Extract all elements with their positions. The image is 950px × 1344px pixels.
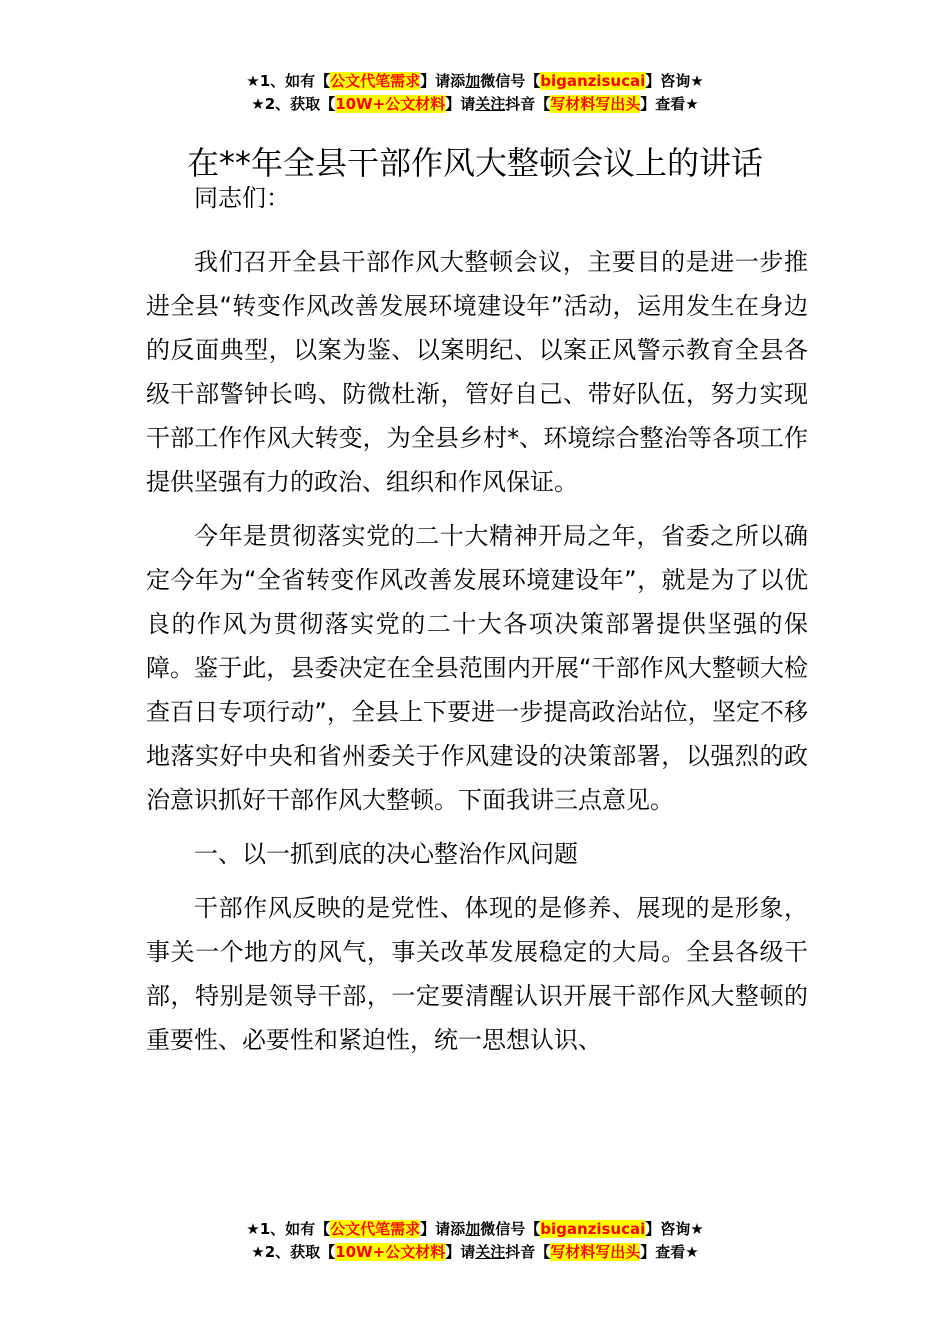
salutation: 同志们：	[194, 184, 290, 212]
banner-text: 微信号【	[480, 1220, 541, 1238]
banner-highlight: 10W+公文材料	[335, 1243, 446, 1261]
banner-line-1	[0, 70, 950, 93]
paragraph: 今年是贯彻落实党的二十大精神开局之年，省委之所以确定今年为“全省转变作风改善发展环境建设年”，就是为了以优良的作风为贯彻落实党的二十大各项决策部署提供坚强的保障。鉴于此，县委决定在全县范围内开展“干部作风大整顿大检查百日专项行动”，全县上下要进一步提高政治站位，坚定不移地落实好中央和省州委关于作风建设的决策部署，以强烈的政治意识抓好干部作风大整顿。下面我讲三点意见。	[146, 522, 808, 814]
banner-emphasis: 关注	[475, 95, 506, 113]
banner-highlight: 写材料写出头	[550, 95, 641, 113]
header-banner	[0, 70, 950, 116]
banner-emphasis: 加	[465, 72, 481, 90]
banner-highlight: 写材料写出头	[550, 1243, 641, 1261]
banner-text: 抖音【	[505, 95, 551, 113]
banner-text: 】请添	[420, 1220, 466, 1238]
banner-text: ★1、如有【	[246, 1220, 331, 1238]
banner-text: 】请	[445, 95, 476, 113]
banner-emphasis: 加	[465, 1220, 481, 1238]
banner-emphasis: 关注	[475, 1243, 506, 1261]
banner-text: ★1、如有【	[246, 72, 331, 90]
banner-text: 】请添	[420, 72, 466, 90]
document-body	[146, 176, 808, 1062]
footer-banner	[0, 1218, 950, 1264]
banner-text: 】查看★	[640, 95, 699, 113]
paragraph: 干部作风反映的是党性、体现的是修养、展现的是形象，事关一个地方的风气，事关改革发展稳定的大局。全县各级干部，特别是领导干部，一定要清醒认识开展干部作风大整顿的重要性、必要性和紧迫性，统一思想认识、	[146, 894, 808, 1054]
banner-highlight: biganzisucai	[540, 72, 646, 90]
banner-text: 抖音【	[505, 1243, 551, 1261]
banner-highlight: 10W+公文材料	[335, 95, 446, 113]
section-heading: 一、以一抓到底的决心整治作风问题	[194, 840, 578, 868]
document-title: 在**年全县干部作风大整顿会议上的讲话	[186, 144, 763, 183]
banner-line-2	[0, 1241, 950, 1264]
banner-text: 】咨询★	[645, 1220, 704, 1238]
banner-text: ★2、获取【	[251, 95, 336, 113]
banner-highlight: 公文代笔需求	[330, 72, 421, 90]
banner-text: ★2、获取【	[251, 1243, 336, 1261]
banner-line-2	[0, 93, 950, 116]
banner-text: 】咨询★	[645, 72, 704, 90]
banner-highlight: 公文代笔需求	[330, 1220, 421, 1238]
banner-text: 】查看★	[640, 1243, 699, 1261]
banner-text: 】请	[445, 1243, 476, 1261]
banner-text: 微信号【	[480, 72, 541, 90]
banner-line-1	[0, 1218, 950, 1241]
banner-highlight: biganzisucai	[540, 1220, 646, 1238]
paragraph: 我们召开全县干部作风大整顿会议，主要目的是进一步推进全县“转变作风改善发展环境建设年”活动，运用发生在身边的反面典型，以案为鉴、以案明纪、以案正风警示教育全县各级干部警钟长鸣、防微杜渐，管好自己、带好队伍，努力实现干部工作作风大转变，为全县乡村*、环境综合整治等各项工作提供坚强有力的政治、组织和作风保证。	[146, 248, 808, 496]
